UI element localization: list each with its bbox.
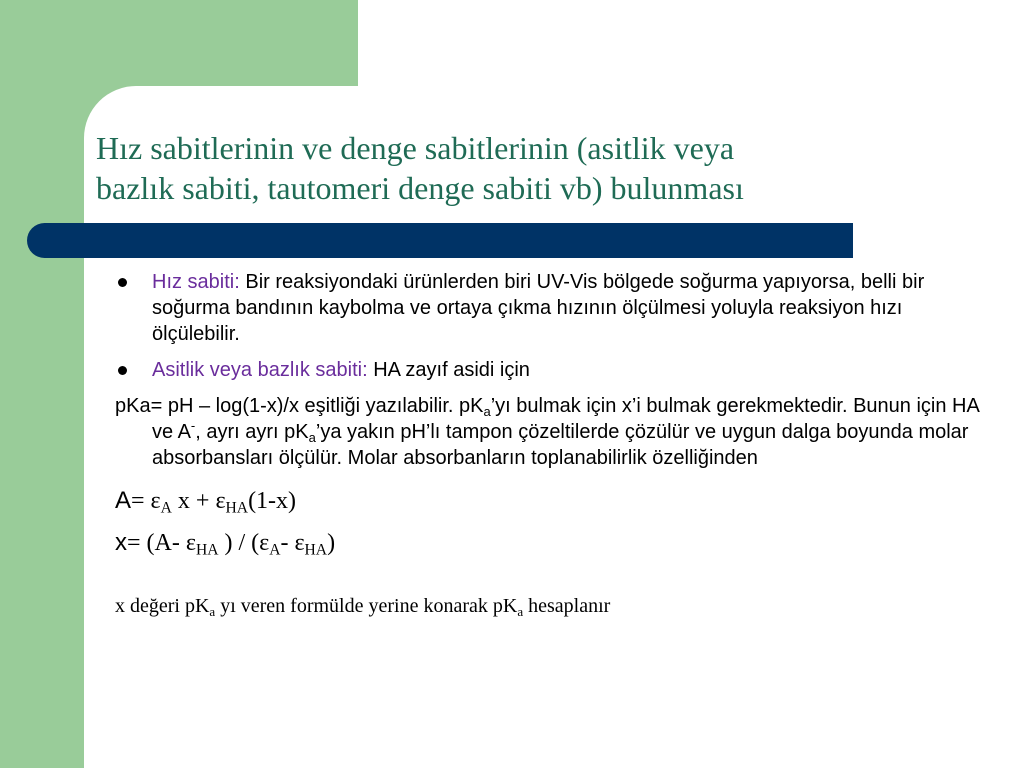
note-subscript: a [517,603,524,619]
pka-paragraph [115,393,995,471]
formula-term: x [115,529,127,556]
formula-subscript: A [160,499,172,517]
formula-absorbance [115,487,995,515]
para-text: , ayrı ayrı pK [195,421,309,443]
formula-term: (1-x) [248,488,297,514]
para-subscript: a [308,429,316,445]
para-subscript: a [483,403,491,419]
bullet-dot-icon [118,278,127,287]
formula-subscript: HA [225,499,249,517]
slide-title [96,128,996,208]
formula-x [115,529,995,557]
para-superscript: - [190,418,196,434]
para-text: pKa= pH – log(1-x)/x eşitliği yazılabilir. pK [115,395,484,417]
bullet-dot-icon [118,366,127,375]
formula-term: ) [327,530,336,556]
formula-subscript: A [269,541,281,559]
slide-body [115,269,995,619]
formula-term: A [115,487,132,514]
note-text: hesaplanır [523,595,611,617]
formula-term: - ε [280,530,305,556]
title-line-1: Hız sabitlerinin ve denge sabitlerinin (asitlik veya [96,130,735,166]
formula-term: x + ε [171,488,226,514]
bullet-text: HA zayıf asidi için [367,359,530,381]
bullet-label: Hız sabiti: [152,271,240,293]
formula-term: ) / (ε [218,530,270,556]
bullet-rate-constant [115,269,995,347]
note-text: x değeri pK [115,595,210,617]
bullet-label: Asitlik veya bazlık sabiti: [152,359,368,381]
bullet-acidity-constant [115,357,995,383]
bullet-text: Bir reaksiyondaki ürünlerden biri UV-Vis bölgede soğurma yapıyorsa, belli bir soğurma bandının kaybolma ve ortaya çıkma hızının ölçülmesi yoluyla reaksiyon hızı ölçülebilir. [152,271,925,345]
para-text: ’yı bulmak için x’i bulmak gerekmektedir. Bunun için HA ve A [152,395,979,443]
note-text: yı veren formülde yerine konarak pK [215,595,518,617]
formula-subscript: HA [304,541,328,559]
formula-subscript: HA [195,541,219,559]
conclusion-note [115,593,995,619]
formula-term: = ε [131,488,161,514]
title-divider-bar [27,223,853,258]
title-line-2: bazlık sabiti, tautomeri denge sabiti vb) bulunması [96,170,744,206]
para-text: ’ya yakın pH’lı tampon çözeltilerde çözülür ve uygun dalga boyunda molar absorbansları ölçülür. Molar absorbanların toplanabilirlik özelliğinden [152,421,969,469]
formula-term: = (A- ε [127,530,196,556]
note-subscript: a [209,603,216,619]
